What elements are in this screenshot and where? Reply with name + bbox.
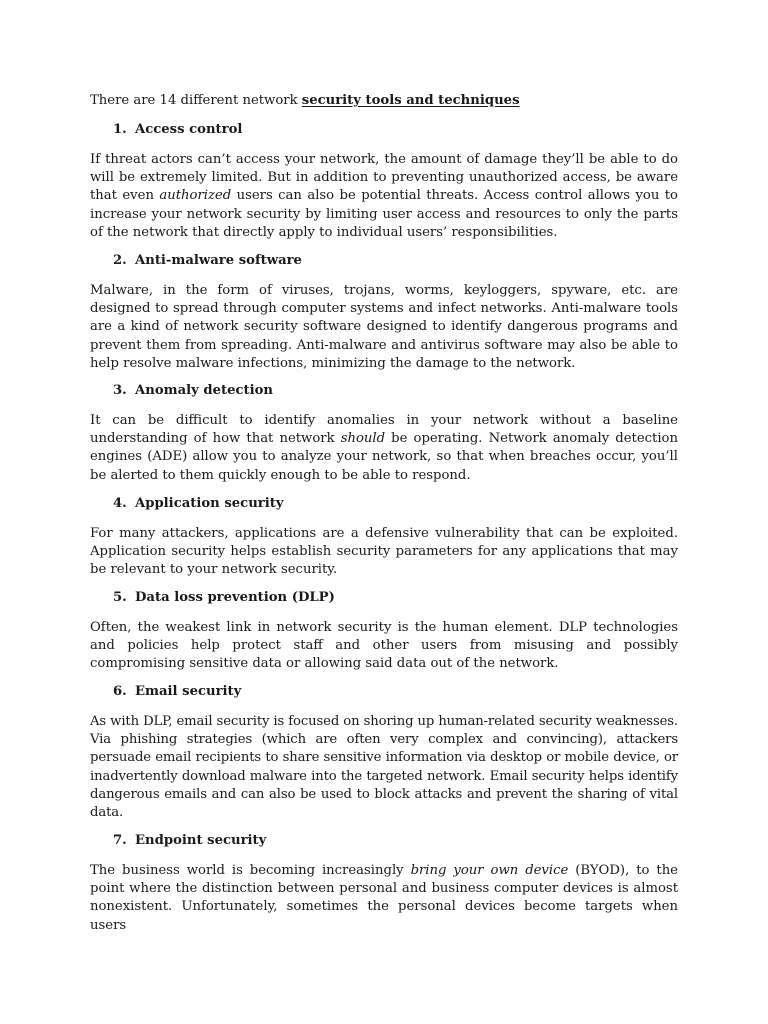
paragraph-emphasis: bring your own device [410,863,569,878]
section-paragraph-application-security [90,525,678,580]
paragraph-text: The business world is becoming increasingly [90,863,411,878]
intro-line [90,92,690,110]
paragraph-text: Malware, in the form of viruses, trojans, worms, keyloggers, spyware, etc. are designed to spread through computer systems and infect networks. Anti-malware tools are a kind of network security software designed to identify dangerous programs and prevent them from spreading. Anti-malware and antivirus software may also be able to help resolve malware infections, minimizing the damage to the network. [90,283,678,371]
section-heading-dlp [113,589,335,607]
section-paragraph-dlp [90,619,678,674]
section-number: 7. [113,833,127,848]
section-heading-application-security [113,495,284,513]
section-title: Data loss prevention (DLP) [135,590,335,605]
paragraph-text: Often, the weakest link in network security is the human element. DLP technologies and policies help protect staff and other users from misusing and possibly compromising sensitive data or allowing said data out of the network. [90,620,678,672]
section-paragraph-access-control [90,151,678,242]
section-paragraph-anomaly-detection [90,412,678,485]
paragraph-text: For many attackers, applications are a defensive vulnerability that can be exploited. Application security helps establish security parameters for any applications that may be relevant to your network security. [90,526,678,578]
paragraph-text: be operating. Network anomaly detection engines (ADE) allow you to analyze your network, so that when breaches occur, you’ll be alerted to them quickly enough to be able to respond. [90,431,678,483]
paragraph-emphasis: authorized [159,188,232,204]
section-title: Email security [135,684,242,699]
section-title: Application security [135,496,284,511]
section-number: 3. [113,383,127,398]
intro-text: There are 14 different network [90,93,302,108]
section-heading-email-security [113,683,241,701]
section-paragraph-anti-malware [90,282,678,373]
paragraph-text: If threat actors can’t access your network, the amount of damage they’ll be able to do will be extremely limited. But in addition to preventing unauthorized access, be aware that even [90,152,678,204]
section-number: 2. [113,253,127,268]
section-number: 6. [113,684,127,699]
section-title: Access control [135,122,243,137]
section-number: 1. [113,122,127,137]
section-number: 5. [113,590,127,605]
paragraph-text: It can be difficult to identify anomalies in your network without a baseline understanding of how that network [90,413,678,447]
paragraph-text: (BYOD), to the point where the distinction between personal and business computer devices is almost nonexistent. Unfortunately, sometimes the personal devices become targets when users [90,863,678,933]
section-heading-anomaly-detection [113,382,273,400]
section-heading-access-control [113,121,242,139]
section-heading-endpoint-security [113,832,266,850]
paragraph-text: As with DLP, email security is focused on shoring up human-related security weaknesses. Via phishing strategies (which are often very complex and convincing), attackers persuade email recipients to share sensitive information via desktop or mobile device, or inadvertently download malware into the targeted network. Email security helps identify dangerous emails and can also be used to block attacks and prevent the sharing of vital data. [90,714,678,821]
section-title: Anomaly detection [135,383,273,398]
section-paragraph-email-security [90,713,678,822]
security-tools-link[interactable]: security tools and techniques [301,93,520,108]
section-title: Endpoint security [135,833,267,848]
section-paragraph-endpoint-security [90,862,678,935]
section-number: 4. [113,496,127,511]
section-title: Anti-malware software [135,253,302,268]
section-heading-anti-malware [113,252,302,270]
paragraph-text: users can also be potential threats. Access control allows you to increase your network security by limiting user access and resources to only the parts of the network that directly apply to individual users’ responsibilities. [90,188,678,240]
paragraph-emphasis: should [340,431,386,447]
